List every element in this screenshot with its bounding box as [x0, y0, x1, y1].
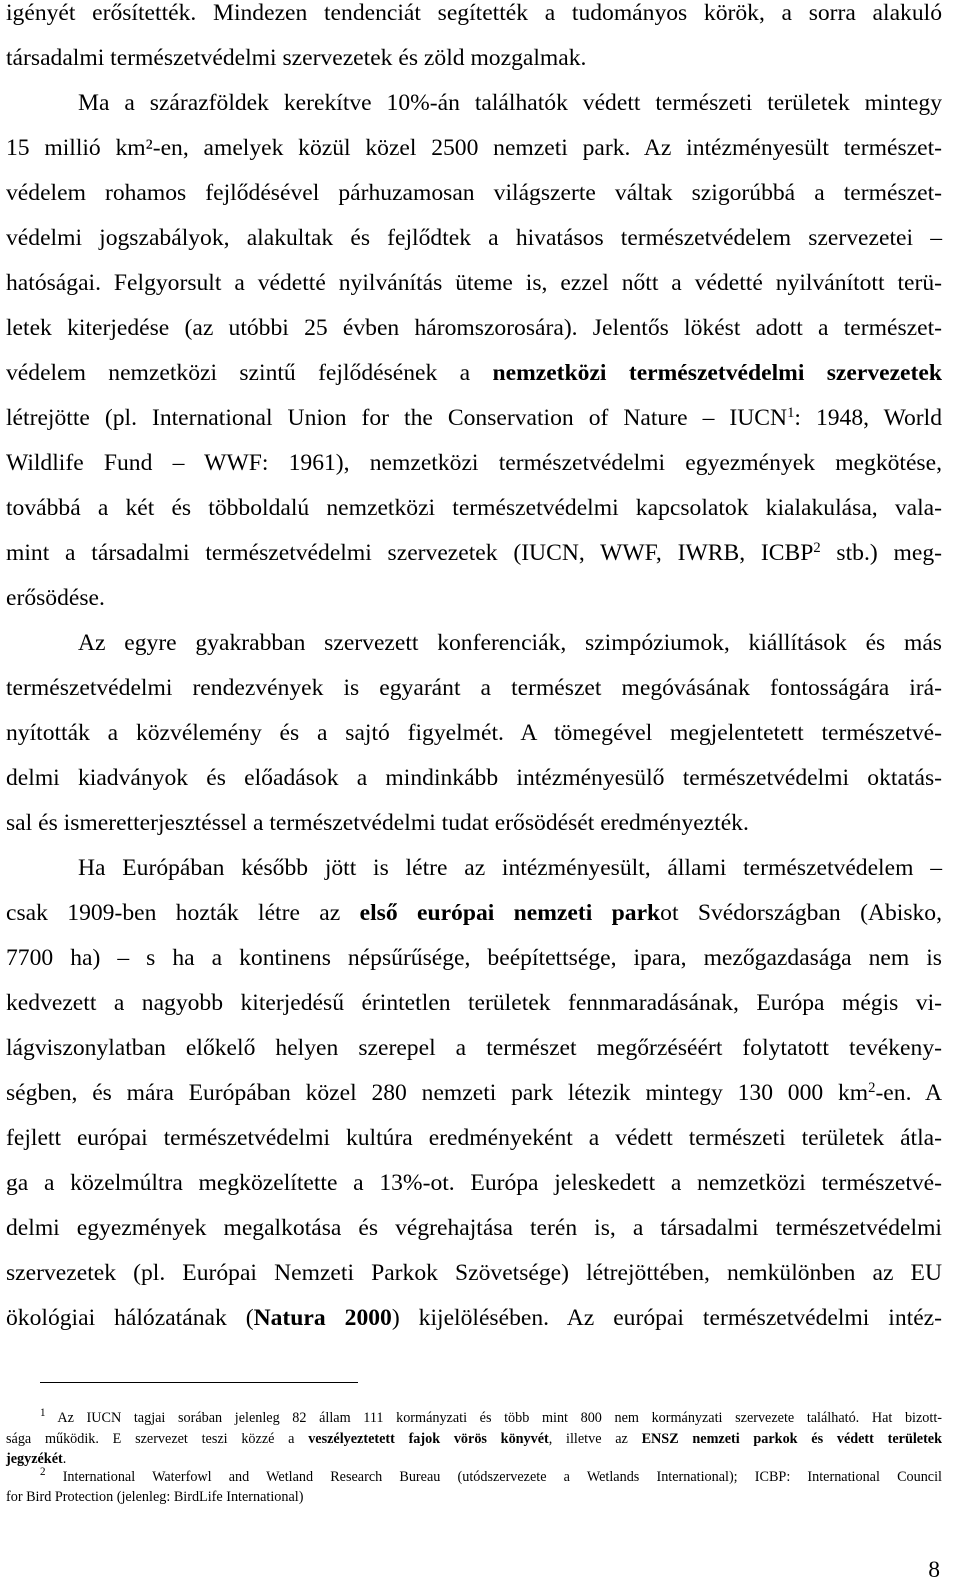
text-line [6, 137, 942, 161]
text-line [6, 47, 942, 71]
bold-phrase: ENSZ nemzeti parkok és védett területek [641, 1431, 942, 1447]
bold-phrase: veszélyeztetett fajok vörös könyvét [308, 1431, 549, 1447]
text-run: fejlett európai természetvédelmi kultúra eredményeként a védett természeti területek átla- [6, 1125, 942, 1151]
text-run: for Bird Protection (jelenleg: BirdLife International) [6, 1489, 304, 1505]
text-run: társadalmi természetvédelmi szervezetek és zöld mozgalmak. [6, 45, 587, 71]
text-line [6, 2, 942, 26]
text-run: delmi egyezmények megalkotása és végrehajtása terén is, a társadalmi természetvédelmi [6, 1215, 942, 1241]
text-run: ot Svédországban (Abisko, [660, 900, 943, 926]
paragraph-first-line [78, 857, 942, 881]
text-run: védelem nemzetközi szintű fejlődésének a [6, 360, 493, 386]
text-run: Az IUCN tagjai sorában jelenleg 82 állam 111 kormányzati és több mint 800 nem kormányzati szervezete található. Hat bizott- [45, 1410, 942, 1426]
text-line [6, 1217, 942, 1241]
footnote-line [6, 1452, 942, 1466]
footnote-line [6, 1490, 942, 1504]
text-run: nyították a közvélemény és a sajtó figyelmét. A tömegével megjelentetett természetvé- [6, 720, 942, 746]
text-run: -en. A [875, 1080, 942, 1106]
text-line [6, 1172, 942, 1196]
text-run: . [62, 1451, 67, 1467]
text-line [6, 452, 942, 476]
text-run: sága működik. E szervezet teszi közzé a [6, 1431, 309, 1447]
text-run: védelem rohamos fejlődésével párhuzamosan világszerte váltak szigorúbbá a természet- [6, 180, 942, 206]
text-run: természetvédelmi rendezvények is egyaránt a természet megóvásának fontosságára irá- [6, 675, 942, 701]
footnote-marker: 2 [40, 1466, 46, 1479]
text-run: , illetve az [548, 1431, 642, 1447]
text-run: lágviszonylatban előkelő helyen szerepel a természet megőrzéséért folytatott tevékeny- [6, 1035, 942, 1061]
text-run: erősödése. [6, 585, 105, 611]
superscript: 2 [868, 1079, 876, 1096]
text-line [6, 362, 942, 386]
text-run: szervezetek (pl. Európai Nemzeti Parkok Szövetsége) létrejöttében, nemkülönben az EU [6, 1260, 942, 1286]
text-line [6, 1307, 942, 1331]
text-run: továbbá a két és többoldalú nemzetközi természetvédelmi kapcsolatok kialakulása, vala- [6, 495, 942, 521]
text-line [6, 182, 942, 206]
footnote-separator [40, 1382, 358, 1383]
bold-phrase: jegyzékét [6, 1451, 63, 1467]
text-line [6, 992, 942, 1016]
text-line [6, 722, 942, 746]
text-run: delmi kiadványok és előadások a mindinkább intézményesülő természetvédelmi oktatás- [6, 765, 942, 791]
footnote-marker: 1 [40, 1407, 46, 1420]
footnote-line [40, 1466, 942, 1485]
text-run: mint a társadalmi természetvédelmi szervezetek (IUCN, WWF, IWRB, ICBP [6, 540, 814, 566]
text-line [6, 272, 942, 296]
text-line [6, 1262, 942, 1286]
text-line [6, 812, 942, 836]
text-line [6, 1127, 942, 1151]
text-line [6, 317, 942, 341]
text-line [6, 539, 942, 566]
text-line [6, 227, 942, 251]
text-line [6, 902, 942, 926]
text-run: ) kijelölésében. Az európai természetvédelmi intéz- [391, 1305, 943, 1331]
text-line [6, 677, 942, 701]
page-number: 8 [928, 1557, 940, 1583]
text-line [6, 767, 942, 791]
paragraph-first-line [78, 632, 942, 656]
text-run: csak 1909-ben hozták létre az [6, 900, 360, 926]
text-line [6, 404, 942, 431]
footnote-line [40, 1407, 942, 1426]
footnote-ref: 2 [813, 539, 821, 556]
text-run: letek kiterjedése (az utóbbi 25 évben háromszorosára). Jelentős lökést adott a természet- [6, 315, 942, 341]
footnote-line [6, 1432, 942, 1446]
text-run: stb.) meg- [820, 540, 942, 566]
text-run: ökológiai hálózatának ( [6, 1305, 254, 1331]
paragraph-first-line [78, 92, 942, 116]
text-run: 15 millió km²-en, amelyek közül közel 2500 nemzeti park. Az intézményesült természet- [6, 135, 942, 161]
text-line [6, 1037, 942, 1061]
text-line [6, 587, 942, 611]
text-run: ga a közelmúltra megközelítette a 13%-ot. Európa jeleskedett a nemzetközi természetvé- [6, 1170, 942, 1196]
text-line [6, 497, 942, 521]
bold-phrase: nemzetközi természetvédelmi szervezetek [492, 360, 942, 386]
text-run: : 1948, World [794, 405, 942, 431]
text-run: sal és ismeretterjesztéssel a természetvédelmi tudat erősödését eredményezték. [6, 810, 749, 836]
text-line [6, 947, 942, 971]
text-run: Wildlife Fund – WWF: 1961), nemzetközi természetvédelmi egyezmények megkötése, [6, 450, 942, 476]
text-line [6, 1079, 942, 1106]
bold-phrase: első európai nemzeti park [359, 900, 661, 926]
text-run: Ha Európában később jött is létre az intézményesült, állami természetvédelem – [78, 855, 942, 881]
text-run: Az egyre gyakrabban szervezett konferenciák, szimpóziumok, kiállítások és más [78, 630, 942, 656]
bold-phrase: Natura 2000 [253, 1305, 392, 1331]
footnote-ref: 1 [787, 404, 795, 421]
text-run: 7700 ha) – s ha a kontinens népsűrűsége, beépítettsége, ipara, mezőgazdasága nem is [6, 945, 942, 971]
text-run: igényét erősítették. Mindezen tendenciát segítették a tudományos körök, a sorra alakuló [6, 0, 942, 26]
text-run: International Waterfowl and Wetland Research Bureau (utódszervezete a Wetlands International); ICBP: International Council [45, 1469, 942, 1485]
text-run: ségben, és mára Európában közel 280 nemzeti park létezik mintegy 130 000 km [6, 1080, 869, 1106]
text-run: létrejötte (pl. International Union for the Conservation of Nature – IUCN [6, 405, 788, 431]
text-run: Ma a szárazföldek kerekítve 10%-án találhatók védett természeti területek mintegy [78, 90, 942, 116]
text-run: hatóságai. Felgyorsult a védetté nyilvánítás üteme is, ezzel nőtt a védetté nyilvánított terü- [6, 270, 942, 296]
text-run: kedvezett a nagyobb kiterjedésű érintetlen területek fennmaradásának, Európa mégis vi- [6, 990, 942, 1016]
text-run: védelmi jogszabályok, alakultak és fejlődtek a hivatásos természetvédelem szervezetei – [6, 225, 942, 251]
